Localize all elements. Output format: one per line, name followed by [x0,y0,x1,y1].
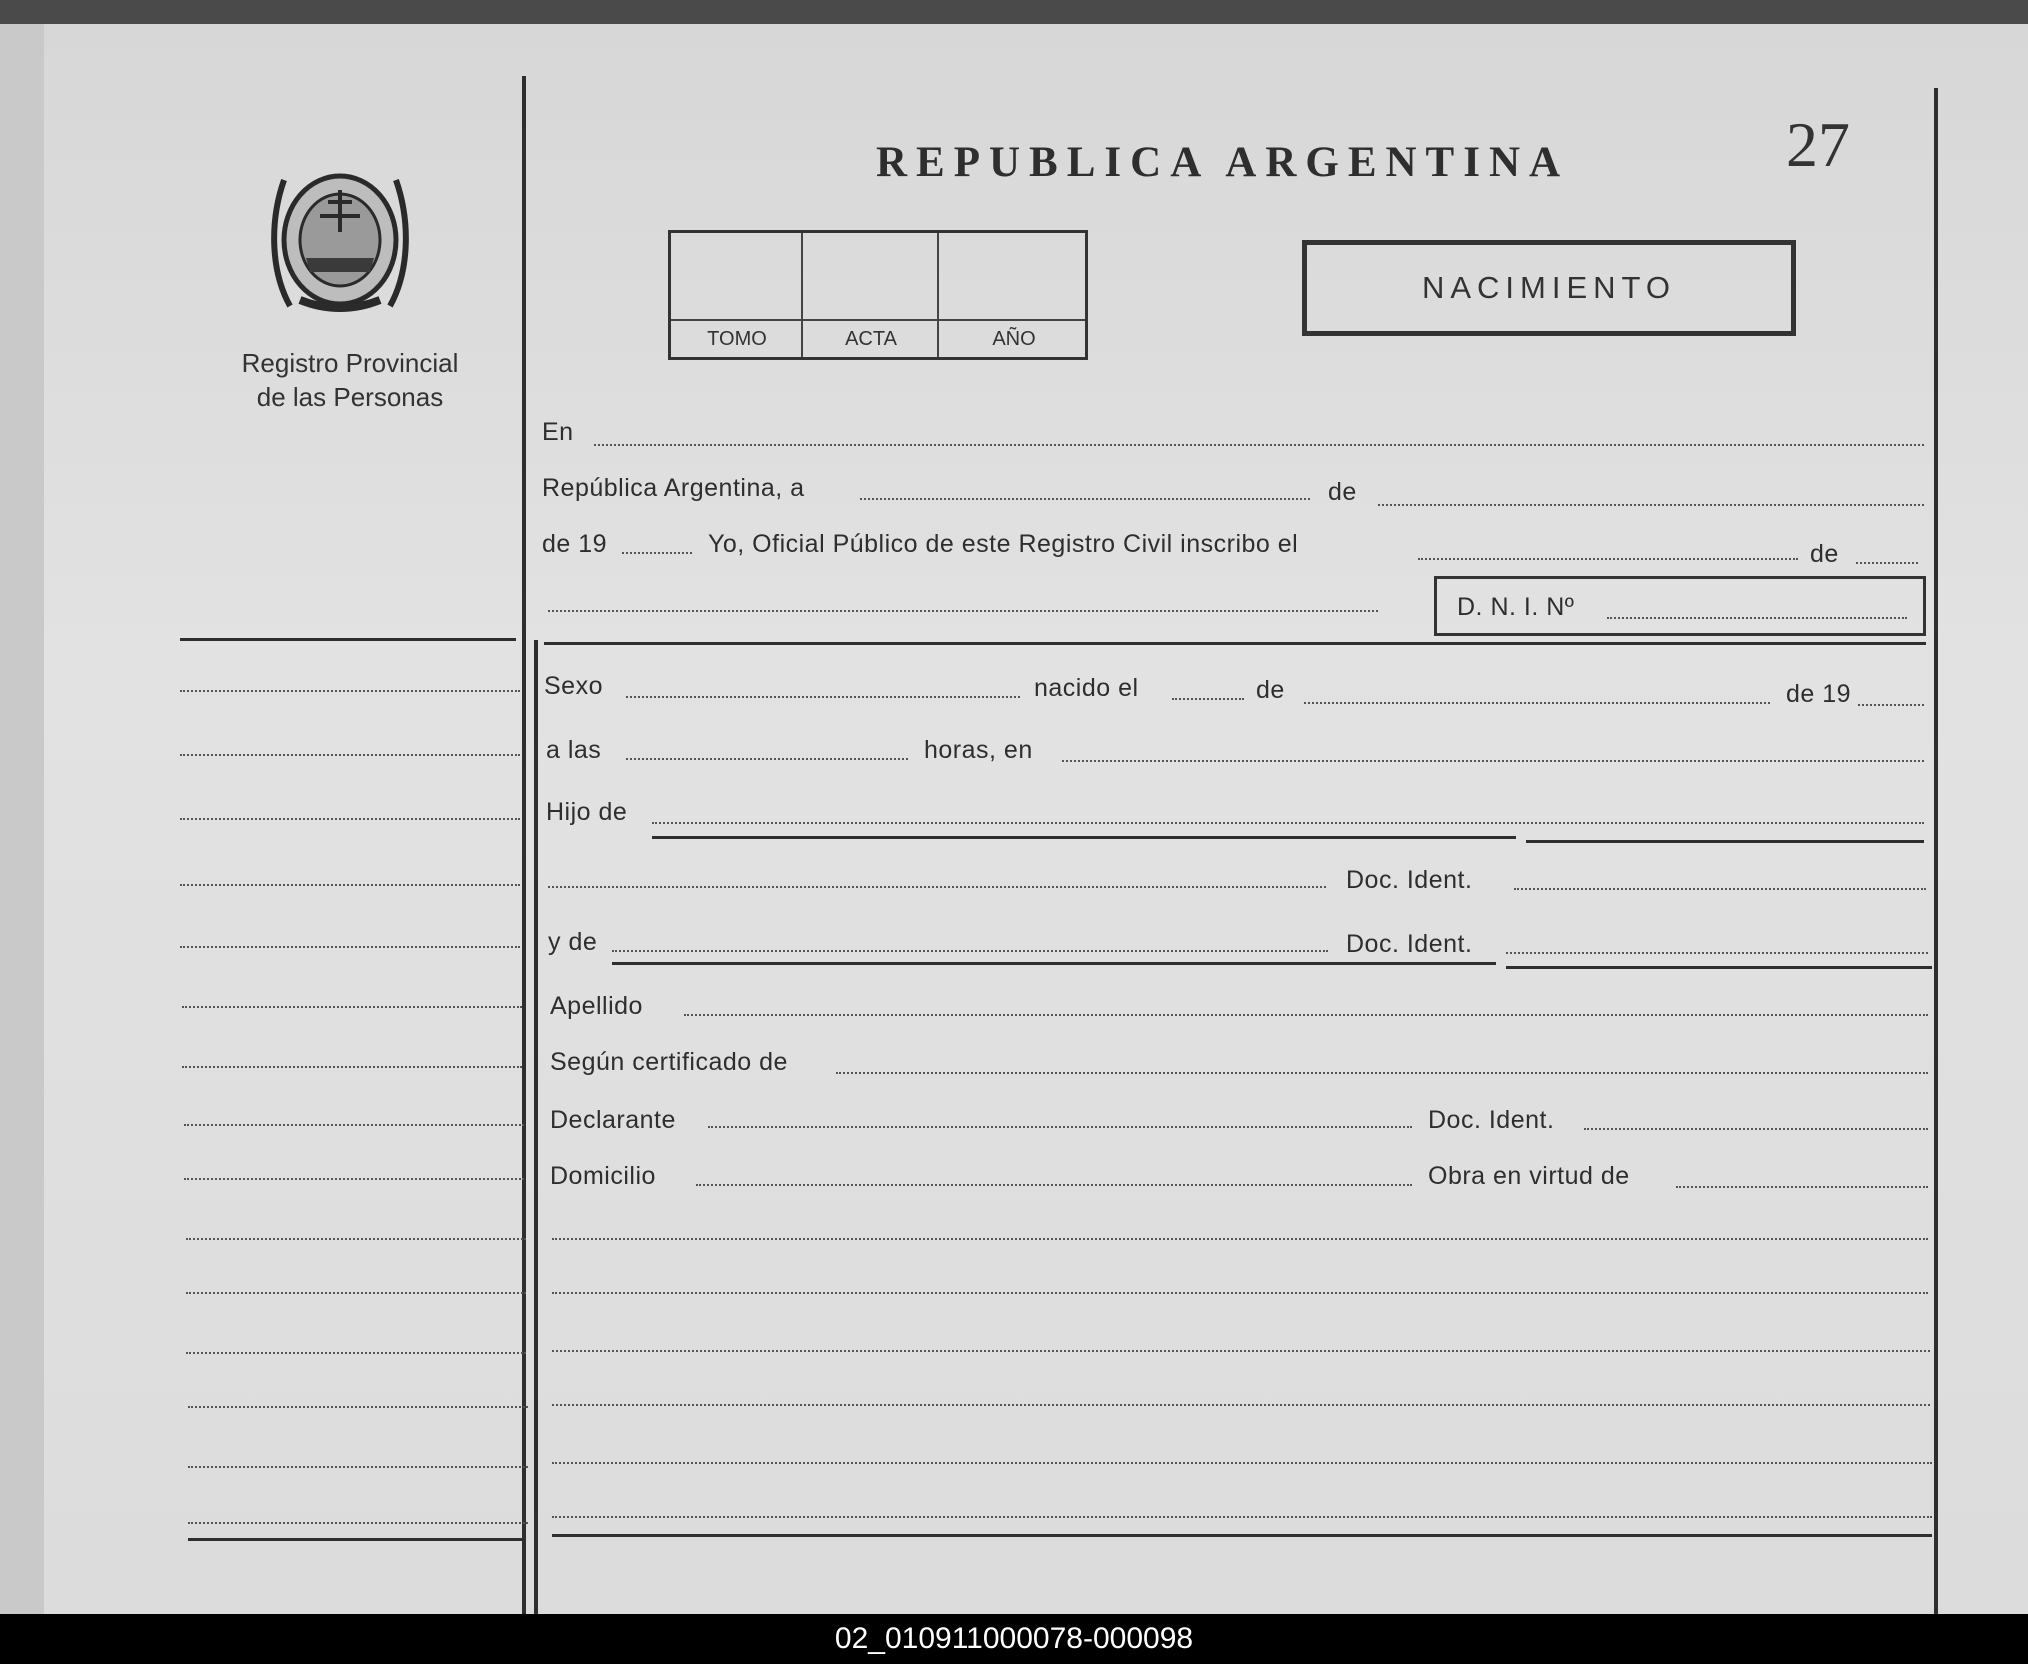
margin-line[interactable] [186,1292,526,1294]
field-birth-year[interactable] [1858,704,1924,706]
blank-line[interactable] [552,1238,1928,1240]
ano-label: AÑO [992,328,1036,350]
field-month[interactable] [1378,504,1924,506]
field-birth-month[interactable] [1304,702,1770,704]
field-declarante[interactable] [708,1126,1412,1128]
field-hour[interactable] [626,758,908,760]
record-type-box: NACIMIENTO [1302,240,1796,336]
margin-line[interactable] [186,1238,526,1240]
field-mother-doc[interactable] [1506,952,1928,954]
left-column-divider-lower [534,640,538,1616]
field-father-doc[interactable] [1514,888,1926,890]
label-doc-ident-3: Doc. Ident. [1428,1106,1555,1134]
tomo-label: TOMO [707,328,767,350]
section-rule-bottom [552,1534,1932,1537]
label-apellido: Apellido [550,992,643,1020]
label-domicilio: Domicilio [550,1162,656,1190]
office-line-2: de las Personas [256,382,444,412]
label-de-3: de [1256,676,1285,704]
label-yo-oficial: Yo, Oficial Público de este Registro Civil inscribo el [708,530,1299,558]
page-title: REPUBLICA ARGENTINA [876,139,1570,186]
scan-left-edge [0,24,44,1614]
label-declarante: Declarante [550,1106,676,1134]
field-day[interactable] [860,498,1310,500]
blank-line[interactable] [552,1516,1932,1518]
register-reference-box [668,230,1088,360]
field-inscribe[interactable] [1418,558,1798,560]
label-doc-ident-1: Doc. Ident. [1346,866,1473,894]
father-rule [652,836,1516,839]
label-sexo: Sexo [544,672,603,700]
label-hijo-de: Hijo de [546,798,628,826]
blank-line[interactable] [552,1462,1932,1464]
right-border [1934,88,1938,1616]
field-father-cont[interactable] [548,886,1326,888]
office-line-1: Registro Provincial [241,348,459,378]
acta-label: ACTA [845,328,897,350]
field-segun[interactable] [836,1072,1928,1074]
margin-line[interactable] [188,1522,528,1524]
label-de19b: de 19 [1786,680,1852,708]
field-birth-day[interactable] [1172,698,1244,700]
margin-line[interactable] [184,1178,524,1180]
label-en: En [542,418,574,446]
margin-line[interactable] [188,1466,528,1468]
field-apellido[interactable] [684,1014,1928,1016]
mother-doc-rule [1506,966,1932,969]
dni-box [1434,576,1926,636]
father-rule-2 [1526,840,1924,843]
margin-line[interactable] [182,1066,522,1068]
mother-rule [612,962,1496,965]
label-nacido-el: nacido el [1034,674,1139,702]
blank-line[interactable] [552,1404,1930,1406]
label-a-las: a las [546,736,602,764]
margin-line[interactable] [180,884,520,886]
margin-line[interactable] [182,1006,522,1008]
scan-file-id: 02_010911000078-000098 [0,1614,2028,1664]
field-domicilio[interactable] [696,1184,1412,1186]
margin-line[interactable] [184,1124,524,1126]
field-declarante-doc[interactable] [1584,1128,1928,1130]
label-dni: D. N. I. Nº [1457,593,1575,621]
field-year[interactable] [622,552,692,554]
field-mother[interactable] [612,950,1328,952]
field-inscribe-de[interactable] [1856,562,1918,564]
field-name-line[interactable] [548,610,1378,612]
label-segun: Según certificado de [550,1048,788,1076]
blank-line[interactable] [552,1292,1928,1294]
label-y-de: y de [548,928,598,956]
left-column-divider [522,76,526,1616]
margin-line[interactable] [188,1406,528,1408]
margin-line[interactable] [180,690,520,692]
field-father[interactable] [652,822,1924,824]
field-en[interactable] [594,444,1924,446]
section-rule-top [544,642,1926,645]
page-number: 27 [1786,109,1850,180]
field-obra[interactable] [1676,1186,1928,1188]
margin-line[interactable] [180,946,520,948]
blank-line[interactable] [552,1350,1930,1352]
margin-line[interactable] [180,754,520,756]
margin-line[interactable] [180,818,520,820]
field-dni[interactable] [1607,617,1907,619]
field-birth-place[interactable] [1062,760,1924,762]
province-seal-icon [266,160,414,325]
label-de-2: de [1810,540,1839,568]
label-de19: de 19 [542,530,608,558]
margin-line[interactable] [186,1352,526,1354]
left-margin-top-rule [180,638,516,641]
label-republica: República Argentina, a [542,474,805,502]
label-de-1: de [1328,478,1357,506]
label-doc-ident-2: Doc. Ident. [1346,930,1473,958]
field-sexo[interactable] [626,696,1020,698]
issuing-office [200,346,500,414]
scan-top-edge [0,0,2028,24]
label-obra: Obra en virtud de [1428,1162,1630,1190]
left-margin-bottom-rule [188,1538,526,1541]
label-horas-en: horas, en [924,736,1033,764]
